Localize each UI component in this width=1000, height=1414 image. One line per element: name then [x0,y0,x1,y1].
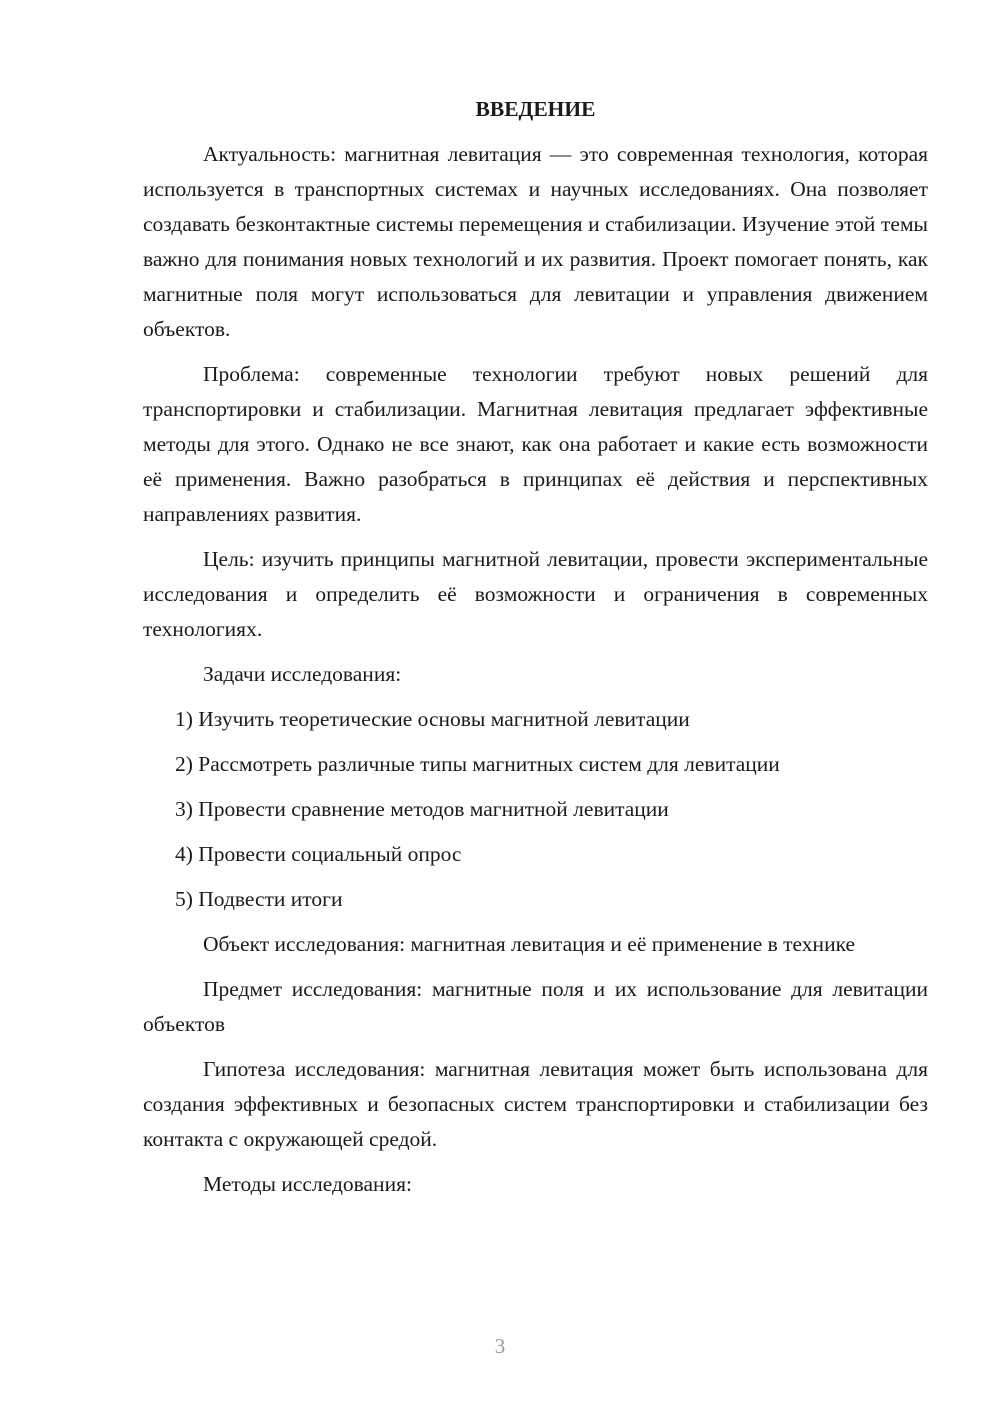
task-item: 3) Провести сравнение методов магнитной левитации [175,797,669,821]
methods-heading: Методы исследования: [203,1172,412,1196]
task-item: 1) Изучить теоретические основы магнитной левитации [175,707,690,731]
task-item: 5) Подвести итоги [175,887,343,911]
subject-paragraph: Предмет исследования: магнитные поля и их использование для левитации объектов [143,977,928,1036]
goal-paragraph: Цель: изучить принципы магнитной левитации, провести экспериментальные исследования и определить её возможности и ограничения в современных технологиях. [143,547,928,641]
relevance-paragraph: Актуальность: магнитная левитация — это современная технология, которая используется в транспортных системах и научных исследованиях. Она позволяет создавать безконтактные системы перемещения и стабилизации. Изучение этой темы важно для понимания новых технологий и их развития. Проект помогает понять, как магнитные поля могут использоваться для левитации и управления движением объектов. [143,142,928,341]
hypothesis-paragraph: Гипотеза исследования: магнитная левитация может быть использована для создания эффективных и безопасных систем транспортировки и стабилизации без контакта с окружающей средой. [143,1057,928,1151]
problem-paragraph: Проблема: современные технологии требуют новых решений для транспортировки и стабилизации. Магнитная левитация предлагает эффективные методы для этого. Однако не все знают, как она работает и какие есть возможности её применения. Важно разобраться в принципах её действия и перспективных направлениях развития. [143,362,928,526]
object-paragraph: Объект исследования: магнитная левитация и её применение в технике [203,932,856,956]
page-number: 3 [494,1334,506,1358]
tasks-heading: Задачи исследования: [203,662,402,686]
page-title: ВВЕДЕНИЕ [475,97,596,121]
document-page [143,92,928,1212]
task-item: 4) Провести социальный опрос [175,842,462,866]
task-item: 2) Рассмотреть различные типы магнитных систем для левитации [175,752,780,776]
